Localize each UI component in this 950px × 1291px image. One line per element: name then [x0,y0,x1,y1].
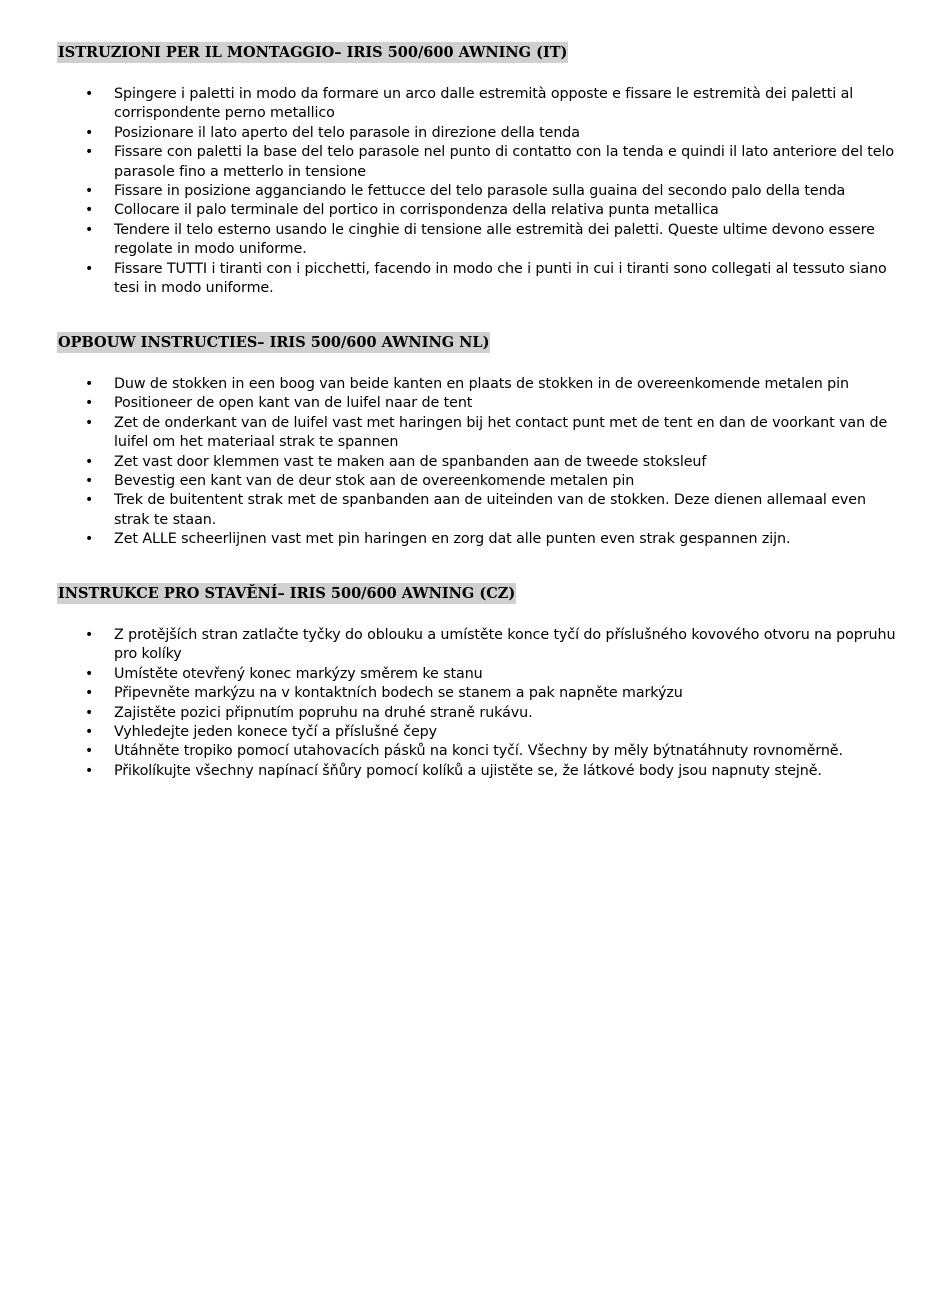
section-heading: INSTRUKCE PRO STAVĚNÍ– IRIS 500/600 AWNING (CZ) [58,585,516,602]
list-item-text: Tendere il telo esterno usando le cinghie di tensione alle estremità dei paletti. Queste ultime devono essere regolate in modo uniforme. [114,221,875,258]
list-item-text: Zet ALLE scheerlijnen vast met pin haringen en zorg dat alle punten even strak gespannen zijn. [114,531,791,548]
list-item [57,626,897,665]
bullet-icon: • [85,665,94,682]
section-italian [57,42,897,298]
list-item [57,491,897,530]
section-heading: OPBOUW INSTRUCTIES– IRIS 500/600 AWNING NL) [58,334,490,351]
list-item-text: Zet de onderkant van de luifel vast met haringen bij het contact punt met de tent en dan de voorkant van de luifel om het materiaal strak te spannen [114,414,888,451]
list-item [57,453,897,472]
list-item-text: Bevestig een kant van de deur stok aan de overeenkomende metalen pin [114,473,635,490]
list-item-text: Přikolíkujte všechny napínací šňůry pomocí kolíků a ujistěte se, že látkové body jsou napnuty stejně. [114,762,822,779]
list-item [57,414,897,453]
list-item-text: Umístěte otevřený konec markýzy směrem ke stanu [114,665,483,682]
bullet-icon: • [85,395,94,412]
instruction-list [57,626,897,781]
list-item [57,375,897,394]
list-item [57,85,897,124]
instruction-list [57,375,897,550]
bullet-icon: • [85,124,94,141]
list-item [57,124,897,143]
list-item [57,665,897,684]
bullet-icon: • [85,414,94,431]
bullet-icon: • [85,724,94,741]
list-item-text: Duw de stokken in een boog van beide kanten en plaats de stokken in de overeenkomende metalen pin [114,376,849,392]
bullet-icon: • [85,376,94,392]
bullet-icon: • [85,492,94,509]
list-item-text: Trek de buitentent strak met de spanbanden aan de uiteinden van de stokken. Deze dienen allemaal even strak te staan. [114,492,866,528]
list-item [57,704,897,723]
section-czech [57,583,897,781]
bullet-icon: • [85,685,94,702]
bullet-icon: • [85,704,94,721]
bullet-icon: • [85,202,94,219]
list-item-text: Positioneer de open kant van de luifel naar de tent [114,395,473,412]
list-item [57,472,897,491]
bullet-icon: • [85,86,94,102]
list-item-text: Posizionare il lato aperto del telo parasole in direzione della tenda [114,124,580,141]
bullet-icon: • [85,627,94,643]
bullet-icon: • [85,743,94,760]
list-item [57,530,897,549]
bullet-icon: • [85,260,94,277]
list-item [57,143,897,182]
list-item [57,394,897,413]
list-item-text: Z protějších stran zatlačte tyčky do oblouku a umístěte konce tyčí do příslušného kovového otvoru na popruhu pro kolíky [114,627,896,663]
list-item-text: Fissare in posizione agganciando le fettucce del telo parasole sulla guaina del secondo palo della tenda [114,183,846,200]
list-item-text: Připevněte markýzu na v kontaktních bodech se stanem a pak napněte markýzu [114,685,683,702]
bullet-icon: • [85,144,94,161]
bullet-icon: • [85,183,94,200]
list-item [57,684,897,703]
list-item-text: Utáhněte tropiko pomocí utahovacích pásků na konci tyčí. Všechny by měly býtnatáhnuty rovnoměrně. [114,743,843,760]
list-item [57,762,897,781]
list-item-text: Collocare il palo terminale del portico in corrispondenza della relativa punta metallica [114,202,719,219]
list-item-text: Fissare TUTTI i tiranti con i picchetti, facendo in modo che i punti in cui i tiranti sono collegati al tessuto siano tesi in modo uniforme. [114,260,887,297]
bullet-icon: • [85,221,94,238]
list-item [57,260,897,299]
section-heading: ISTRUZIONI PER IL MONTAGGIO– IRIS 500/600 AWNING (IT) [58,44,568,61]
list-item [57,201,897,220]
list-item-text: Zet vast door klemmen vast te maken aan de spanbanden aan de tweede stoksleuf [114,453,707,470]
list-item-text: Fissare con paletti la base del telo parasole nel punto di contatto con la tenda e quindi il lato anteriore del telo parasole fino a metterlo in tensione [114,144,894,180]
list-item-text: Spingere i paletti in modo da formare un arco dalle estremità opposte e fissare le estremità dei paletti al corrispondente perno metallico [114,86,854,122]
list-item [57,221,897,260]
bullet-icon: • [85,762,94,779]
list-item-text: Zajistěte pozici připnutím popruhu na druhé straně rukávu. [114,704,533,721]
bullet-icon: • [85,473,94,490]
list-item-text: Vyhledejte jeden konece tyčí a příslušné čepy [114,724,437,741]
list-item [57,723,897,742]
list-item [57,742,897,761]
bullet-icon: • [85,453,94,470]
bullet-icon: • [85,531,94,548]
section-dutch [57,332,897,550]
list-item [57,182,897,201]
instruction-list [57,85,897,298]
